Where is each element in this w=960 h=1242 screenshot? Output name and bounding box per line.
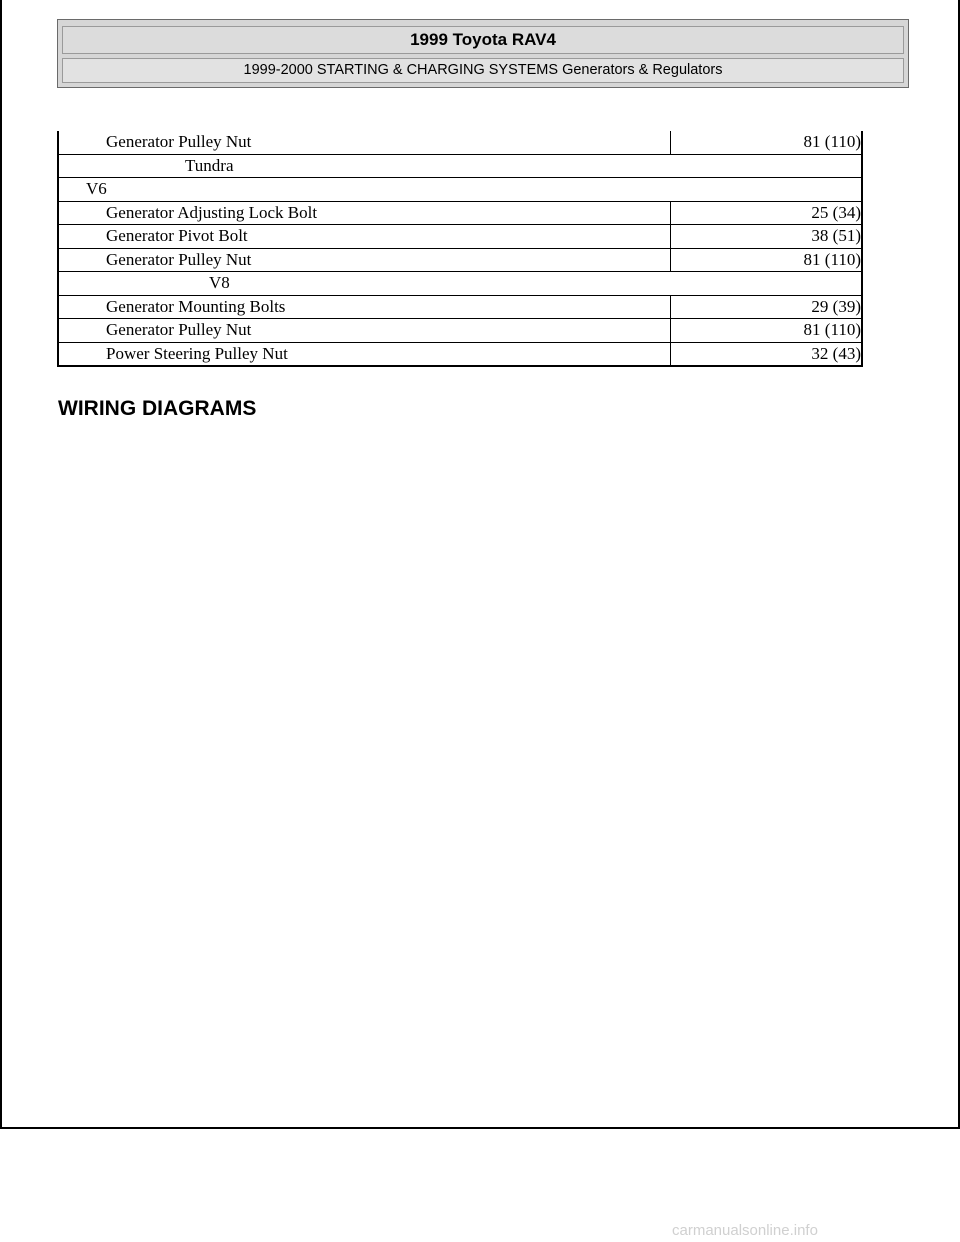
spec-value: 81 (110)	[671, 248, 863, 272]
spec-name: Power Steering Pulley Nut	[58, 342, 671, 366]
table-row	[58, 295, 862, 319]
spec-name: Generator Pulley Nut	[58, 131, 671, 154]
spec-value: 38 (51)	[671, 225, 863, 249]
document-subtitle: 1999-2000 STARTING & CHARGING SYSTEMS Generators & Regulators	[62, 58, 904, 83]
table-row	[58, 248, 862, 272]
spec-value: 81 (110)	[671, 319, 863, 343]
vehicle-group-label: Tundra	[58, 154, 862, 178]
section-heading: WIRING DIAGRAMS	[58, 397, 257, 420]
table-row	[58, 319, 862, 343]
engine-group-label: V8	[58, 272, 862, 296]
watermark-text: carmanualsonline.info	[672, 1222, 818, 1239]
spec-name: Generator Pulley Nut	[58, 319, 671, 343]
spec-name: Generator Adjusting Lock Bolt	[58, 201, 671, 225]
spec-value: 81 (110)	[671, 131, 863, 154]
spec-name: Generator Pivot Bolt	[58, 225, 671, 249]
table-row	[58, 342, 862, 366]
table-row	[58, 201, 862, 225]
document-header	[57, 19, 909, 88]
document-title: 1999 Toyota RAV4	[62, 26, 904, 54]
spec-name: Generator Pulley Nut	[58, 248, 671, 272]
table-row	[58, 131, 862, 154]
spec-value: 25 (34)	[671, 201, 863, 225]
spec-value: 29 (39)	[671, 295, 863, 319]
engine-group-label: V6	[58, 178, 862, 202]
table-row	[58, 154, 862, 178]
table-row	[58, 178, 862, 202]
table-row	[58, 272, 862, 296]
spec-value: 32 (43)	[671, 342, 863, 366]
torque-spec-table	[57, 131, 863, 367]
spec-name: Generator Mounting Bolts	[58, 295, 671, 319]
table-row	[58, 225, 862, 249]
